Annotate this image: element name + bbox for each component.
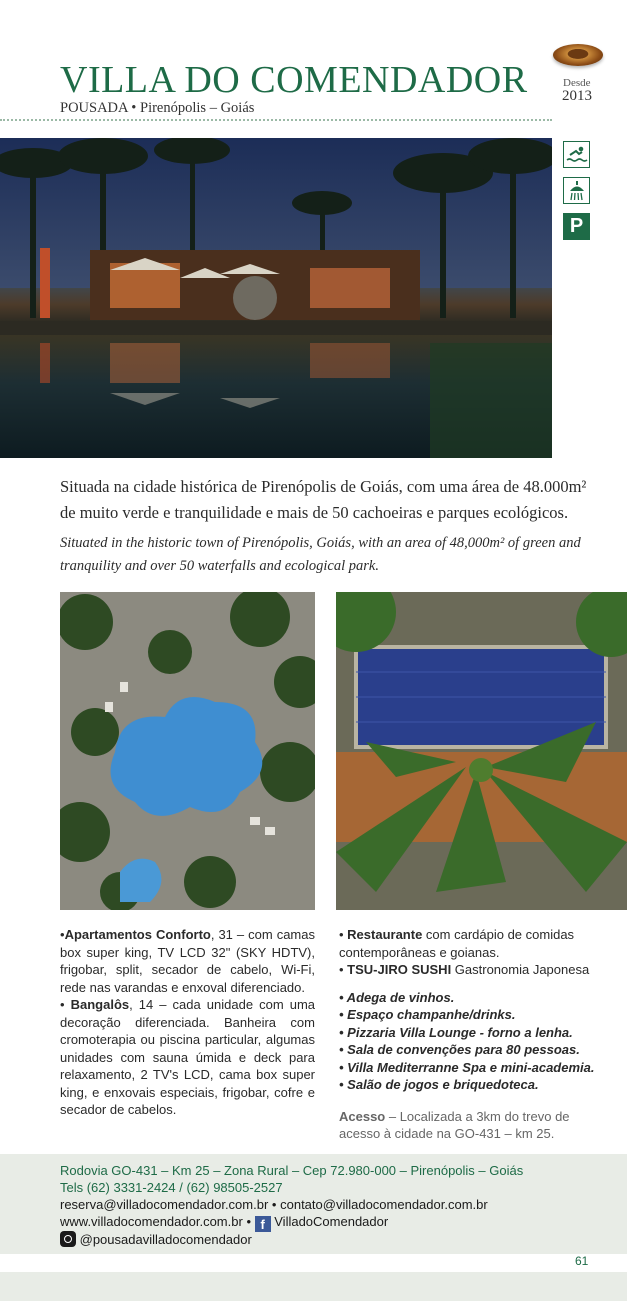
facebook-link[interactable]: VilladoComendador <box>274 1214 389 1229</box>
instagram-icon <box>60 1231 76 1247</box>
access-info <box>339 1108 604 1143</box>
restaurant-text: com cardápio de comidas contemporâneas e goianas. <box>339 927 575 960</box>
email-reserva-link[interactable]: reserva@villadocomendador.com.br <box>60 1197 269 1212</box>
parking-icon: P <box>563 213 590 240</box>
bullet-separator: • <box>246 1214 251 1229</box>
feature-item: • Salão de jogos e briquedoteca. <box>339 1077 539 1092</box>
page-title: VILLA DO COMENDADOR <box>60 59 528 101</box>
page-subtitle: POUSADA • Pirenópolis – Goiás <box>60 100 255 116</box>
sushi-text: Gastronomia Japonesa <box>451 962 590 977</box>
bottom-band <box>0 1272 627 1301</box>
access-label: Acesso <box>339 1108 386 1124</box>
facebook-icon: f <box>255 1216 271 1232</box>
description-english: Situated in the historic town of Pirenópolis, Goiás, with an area of 48,000m² of green and tranquility and over 50 waterfalls and ecological park. <box>60 535 581 574</box>
footer-emails <box>60 1197 488 1212</box>
swimming-pool-icon <box>563 141 590 168</box>
footer-instagram <box>60 1231 252 1247</box>
restaurant-title: Restaurante <box>347 927 423 942</box>
rooms-conforto-item: •Apartamentos Conforto, 31 – com camas box super king, TV LCD 32" (SKY HDTV), frigobar, split, secador de cabelo, Wi-Fi, rede nas varandas e enxoval diferenciado. <box>60 927 315 995</box>
header-divider <box>0 119 552 121</box>
bungalows-item: • Bangalôs, 14 – cada unidade com uma decoração diferenciada. Banheira com cromoterapia ou piscina particular, algumas unidades com sauna úmida e deck para relaxamento, 2 TV's LCD, cama box super king, e enxovais especiais, frigobar, cofre e secador de cabelos. <box>60 997 316 1117</box>
contact-footer <box>0 1154 627 1254</box>
hero-photo-pool-night <box>0 138 552 458</box>
footer-phones: Tels (62) 3331-2424 / (62) 98505-2527 <box>60 1180 283 1195</box>
photo-aerial-lap-pool <box>336 592 627 910</box>
page-number: 61 <box>575 1254 589 1268</box>
description-portuguese: Situada na cidade histórica de Pirenópolis de Goiás, com uma área de 48.000m² de muito verde e tranquilidade e mais de 50 cachoeiras e parques ecológicos. <box>60 477 587 522</box>
rooms-conforto-text: , 31 – com camas box super king, TV LCD 32" (SKY HDTV), frigobar, split, secador de cabelo, Wi-Fi, rede nas varandas e enxoval diferenciado. <box>60 927 315 995</box>
bungalows-title: Bangalôs <box>70 997 130 1012</box>
photo-aerial-pool <box>60 592 315 910</box>
footer-web-social <box>60 1214 388 1232</box>
left-column-rooms <box>60 926 315 1119</box>
sushi-title: TSU-JIRO SUSHI <box>347 962 452 977</box>
feature-item: • Pizzaria Villa Lounge - forno a lenha. <box>339 1024 573 1040</box>
feature-item: • Adega de vinhos. <box>339 989 455 1005</box>
bungalows-text: , 14 – cada unidade com uma decoração diferenciada. Banheira com cromoterapia ou piscina particular, algumas unidades com sauna úmida e deck para relaxamento, 2 TV's LCD, cama box super king, e enxovais especiais, frigobar, cofre e secador de cabelos. <box>60 997 316 1117</box>
footer-address: Rodovia GO-431 – Km 25 – Zona Rural – Cep 72.980-000 – Pirenópolis – Goiás <box>60 1163 524 1178</box>
restaurant-item: • Restaurante com cardápio de comidas contemporâneas e goianas. <box>339 927 575 960</box>
rooms-conforto-title: Apartamentos Conforto <box>64 927 211 942</box>
brand-ring-emblem <box>553 44 603 66</box>
email-contato-link[interactable]: contato@villadocomendador.com.br <box>280 1197 488 1212</box>
since-year: 2013 <box>562 88 592 104</box>
feature-item: • Sala de convenções para 80 pessoas. <box>339 1042 580 1057</box>
feature-item: • Villa Mediterranne Spa e mini-academia. <box>339 1059 595 1075</box>
website-link[interactable]: www.villadocomendador.com.br <box>60 1214 243 1229</box>
features-list <box>339 989 604 1094</box>
sushi-item: • TSU-JIRO SUSHI Gastronomia Japonesa <box>339 962 590 977</box>
access-text: – Localizada a 3km do trevo de acesso à cidade na GO-431 – km 25. <box>339 1108 570 1141</box>
bullet-separator: • <box>271 1197 277 1212</box>
instagram-link[interactable]: @pousadavilladocomendador <box>79 1232 252 1247</box>
right-column-services <box>339 926 604 1143</box>
since-label: Desde <box>563 77 591 89</box>
sauna-shower-icon <box>563 177 590 204</box>
feature-item: • Espaço champanhe/drinks. <box>339 1007 516 1022</box>
